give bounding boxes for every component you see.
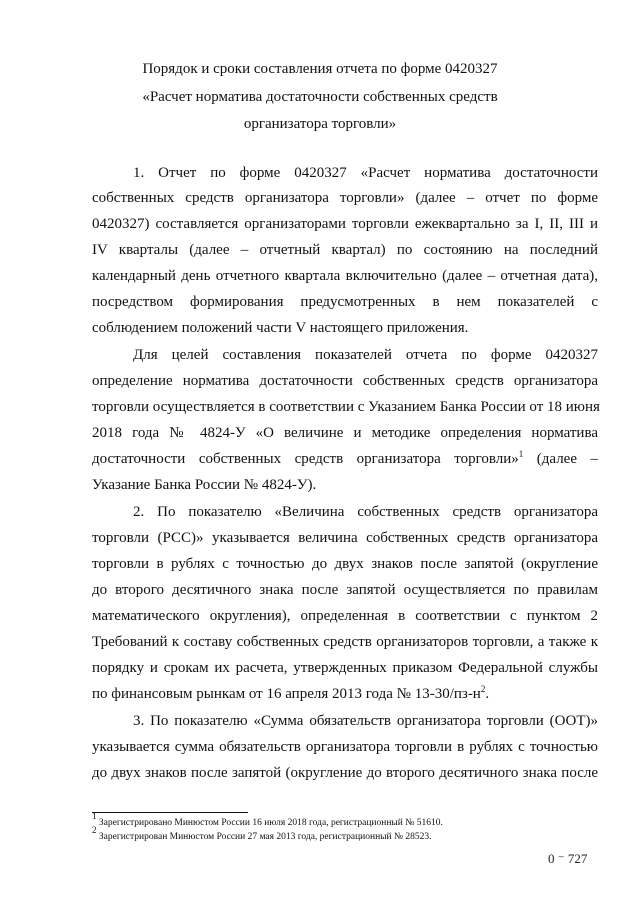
paragraph-4-line: указывается сумма обязательств организатора торговли в рублях с точностью (92, 739, 598, 755)
paragraph-3-line: торговли в рублях с точностью до двух знаков после запятой (округление (92, 556, 598, 572)
page-stamp-number: 0 ⁻ 727 (548, 851, 588, 866)
paragraph-3-line: до второго десятичного знака после запятой осуществляется по правилам (92, 582, 598, 598)
paragraph-4-line: до двух знаков после запятой (округление до второго десятичного знака после (92, 765, 598, 781)
paragraph-2-line: определение норматива достаточности собственных средств организатора (92, 373, 598, 389)
footnote-1 (92, 811, 443, 830)
footnote-ref-2: 2 (480, 684, 486, 694)
paragraph-3-line: 2. По показателю «Величина собственных средств организатора (133, 504, 598, 520)
paragraph-3-line: математического округления), определенная в соответствии с пунктом 2 (92, 608, 598, 624)
paragraph-3-line: торговли (РСС)» указывается величина собственных средств организатора (92, 530, 598, 546)
paragraph-2-line (92, 449, 598, 469)
paragraph-2-line: торговли осуществляется в соответствии с Указанием Банка России от 18 июня (92, 399, 600, 415)
paragraph-2-line: Указание Банка России № 4824-У). (92, 477, 317, 493)
document-title-line-3: организатора торговли» (243, 116, 397, 132)
paragraph-3-line: порядку и срокам их расчета, утвержденных приказом Федеральной службы (92, 660, 598, 676)
footnote-1-text: Зарегистрировано Минюстом России 16 июля 2018 года, регистрационный № 51610. (98, 818, 443, 828)
paragraph-1-line: 1. Отчет по форме 0420327 «Расчет норматива достаточности (133, 165, 598, 181)
paragraph-1-line: календарный день отчетного квартала включительно (далее – отчетная дата), (92, 268, 598, 284)
document-title-line-2: «Расчет норматива достаточности собственных средств (142, 89, 498, 105)
paragraph-3-text: по финансовым рынкам от 16 апреля 2013 года № 13-30/пз-н (92, 686, 481, 702)
paragraph-2-text: достаточности собственных средств организатора торговли» (92, 451, 519, 467)
paragraph-3-line (92, 684, 598, 704)
footnote-2-text: Зарегистрирован Минюстом России 27 мая 2013 года, регистрационный № 28523. (98, 832, 432, 842)
footnote-2 (92, 825, 432, 844)
footnote-divider (92, 812, 248, 813)
paragraph-2-line: Для целей составления показателей отчета по форме 0420327 (133, 347, 598, 363)
footnote-1-number: 1 (92, 811, 97, 821)
paragraph-1-line: собственных средств организатора торговли» (далее – отчет по форме (92, 190, 598, 206)
footnote-2-number: 2 (92, 825, 97, 835)
paragraph-1-line: IV кварталы (далее – отчетный квартал) по состоянию на последний (92, 242, 598, 258)
paragraph-3-period: . (485, 686, 490, 702)
paragraph-2-text: (далее – (536, 451, 598, 467)
paragraph-1-line: соблюдением положений части V настоящего приложения. (92, 320, 469, 336)
paragraph-3-line: Требований к составу собственных средств организаторов торговли, а также к (92, 634, 598, 650)
paragraph-1-line: 0420327) составляется организаторами торговли ежеквартально за I, II, III и (92, 216, 598, 232)
paragraph-4-line: 3. По показателю «Сумма обязательств организатора торговли (ООТ)» (133, 713, 598, 729)
paragraph-1-line: посредством формирования предусмотренных в нем показателей с (92, 294, 598, 310)
footnote-ref-1: 1 (518, 449, 524, 459)
paragraph-2-line: 2018 года № 4824-У «О величине и методике определения норматива (92, 425, 598, 441)
document-title-line-1: Порядок и сроки составления отчета по форме 0420327 (142, 61, 498, 77)
